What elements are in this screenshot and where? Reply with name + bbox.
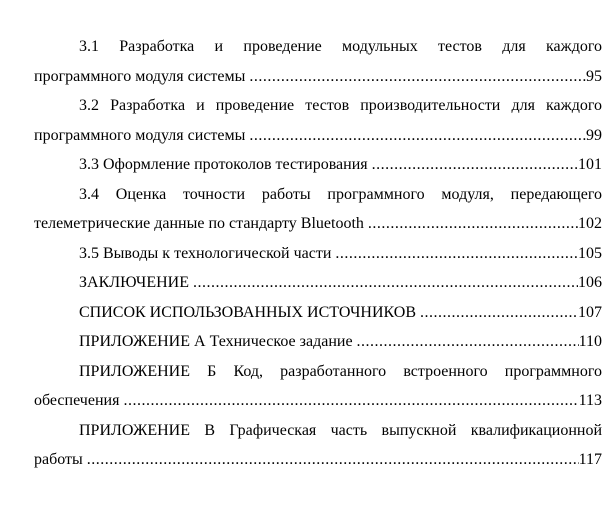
- toc-entry-leader-line: [34, 239, 602, 269]
- toc-entry-leader-line: [34, 298, 602, 328]
- toc-entry-3-1[interactable]: [34, 32, 602, 91]
- toc-entry-3-3[interactable]: [34, 150, 602, 180]
- toc-entry-leader-line: [34, 386, 602, 416]
- toc-entry-title: 3.5 Выводы к технологической части: [79, 244, 332, 262]
- toc-entry-leader-line: [34, 121, 602, 151]
- toc-entry-leader-line: [34, 150, 602, 180]
- toc-page-number: 99: [586, 126, 602, 144]
- toc-page-number: 107: [578, 303, 602, 321]
- dot-leader: [331, 239, 578, 269]
- dot-leader: [119, 386, 578, 416]
- toc-entry-title: 3.3 Оформление протоколов тестирования: [79, 156, 368, 173]
- dot-leader: [189, 268, 578, 298]
- toc-entry-leader-line: [34, 327, 602, 357]
- toc-entry-title-continuation: телеметрические данные по стандарту Bluetooth: [34, 215, 364, 232]
- toc-page-number: 117: [578, 451, 602, 468]
- toc-entry-title: СПИСОК ИСПОЛЬЗОВАННЫХ ИСТОЧНИКОВ: [79, 303, 417, 321]
- toc-entry-title-line: ПРИЛОЖЕНИЕ Б Код, разработанного встроенного программного: [79, 362, 602, 380]
- toc-entry-title-continuation: программного модуля системы: [34, 126, 246, 144]
- toc-entry-3-4[interactable]: [34, 180, 602, 239]
- toc-entry-title-line: ПРИЛОЖЕНИЕ В Графическая часть выпускной квалификационной: [79, 421, 602, 439]
- toc-page-number: 106: [578, 274, 602, 291]
- toc-entry-appendix-v[interactable]: [34, 416, 602, 475]
- toc-entry-leader-line: [34, 62, 602, 92]
- toc-page-number: 110: [578, 333, 602, 350]
- toc-entry-3-2[interactable]: [34, 91, 602, 150]
- toc-entry-title-line: 3.1 Разработка и проведение модульных тестов для каждого: [79, 38, 602, 55]
- toc-entry-leader-line: [34, 268, 602, 298]
- toc-entry-leader-line: [34, 209, 602, 239]
- toc-entry-3-5[interactable]: [34, 239, 602, 269]
- toc-entry-title-line: 3.2 Разработка и проведение тестов производительности для каждого: [79, 97, 602, 114]
- dot-leader: [364, 209, 578, 239]
- dot-leader: [353, 327, 579, 357]
- toc-entry-title-continuation: работы: [34, 451, 83, 468]
- toc-page-number: 101: [578, 156, 602, 173]
- toc-entry-title: ЗАКЛЮЧЕНИЕ: [79, 274, 189, 291]
- toc-page-number: 95: [586, 67, 602, 85]
- toc-entry-title-continuation: программного модуля системы: [34, 67, 246, 85]
- toc-page-number: 113: [578, 392, 602, 409]
- toc-page-number: 105: [578, 244, 602, 262]
- toc-entry-title-continuation: обеспечения: [34, 392, 120, 409]
- table-of-contents: [34, 32, 602, 475]
- dot-leader: [416, 298, 578, 328]
- dot-leader: [83, 445, 579, 475]
- toc-entry-title: ПРИЛОЖЕНИЕ А Техническое задание: [79, 333, 353, 350]
- toc-page-number: 102: [578, 215, 602, 232]
- dot-leader: [245, 62, 586, 92]
- dot-leader: [245, 121, 586, 151]
- toc-entry-appendix-a[interactable]: [34, 327, 602, 357]
- toc-entry-conclusion[interactable]: [34, 268, 602, 298]
- toc-entry-leader-line: [34, 445, 602, 475]
- toc-entry-references[interactable]: [34, 298, 602, 328]
- toc-entry-appendix-b[interactable]: [34, 357, 602, 416]
- dot-leader: [368, 150, 578, 180]
- toc-entry-title-line: 3.4 Оценка точности работы программного модуля, передающего: [79, 185, 602, 203]
